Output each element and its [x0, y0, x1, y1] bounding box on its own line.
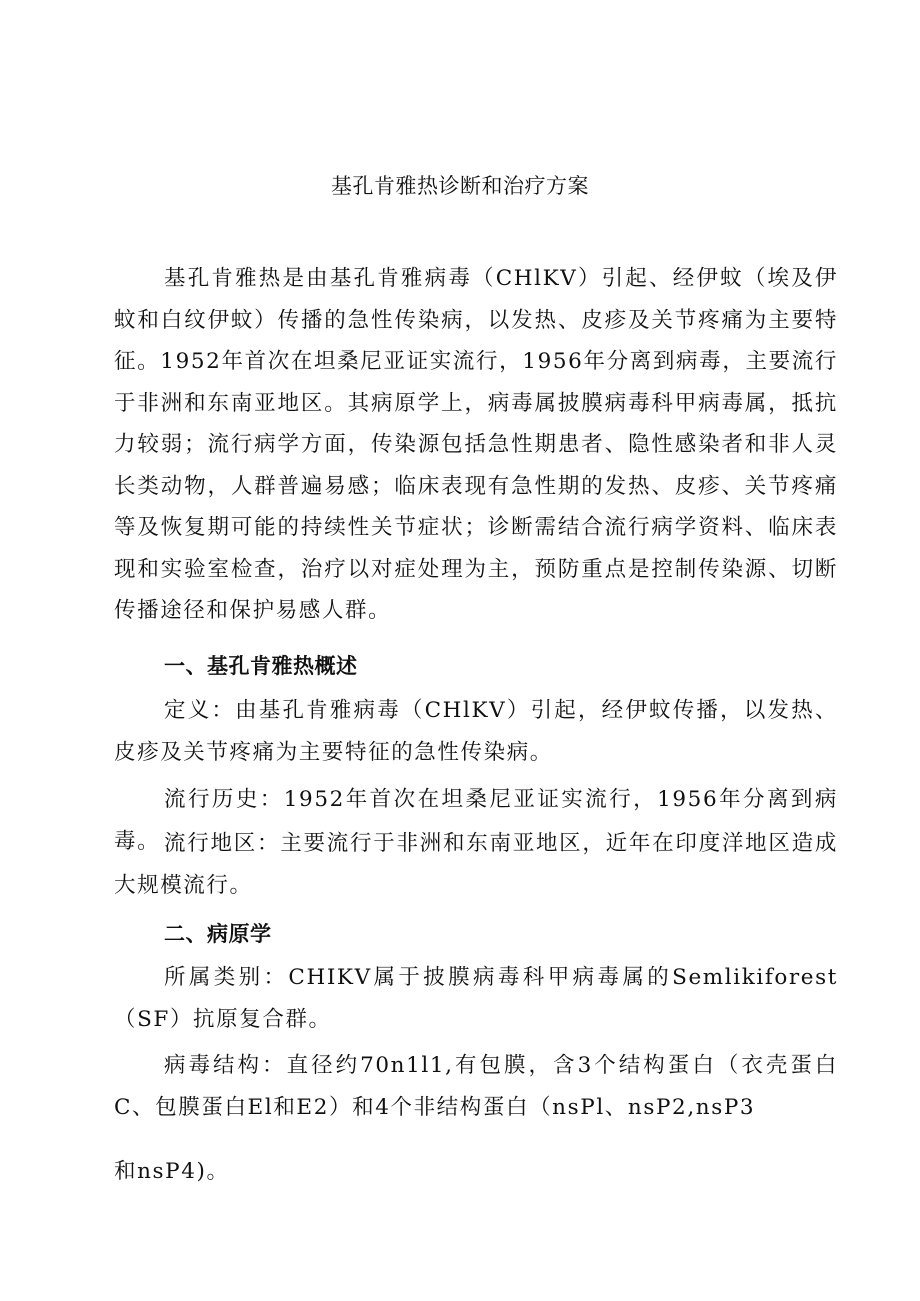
- section-heading-overview: 一、基孔肯雅热概述: [164, 654, 358, 678]
- structure-paragraph-end: 和nsP4)。: [114, 1159, 230, 1184]
- history-paragraph: 流行历史：1952年首次在坦桑尼亚证实流行，1956年分离到病毒。: [114, 787, 838, 854]
- document-title: 基孔肯雅热诊断和治疗方案: [331, 174, 589, 198]
- section-heading-pathogen: 二、病原学: [164, 922, 272, 946]
- region-paragraph: 流行地区：主要流行于非洲和东南亚地区，近年在印度洋地区造成大规模流行。: [114, 831, 838, 898]
- structure-paragraph: 病毒结构：直径约70n1l1,有包膜，含3个结构蛋白（衣壳蛋白C、包膜蛋白El和E2）和4个非结构蛋白（nsPl、nsP2,nsP3: [114, 1053, 838, 1120]
- definition-paragraph: 定义：由基孔肯雅病毒（CHlKV）引起，经伊蚊传播，以发热、皮疹及关节疼痛为主要特征的急性传染病。: [114, 698, 838, 765]
- intro-paragraph: 基孔肯雅热是由基孔肯雅病毒（CHlKV）引起、经伊蚊（埃及伊蚊和白纹伊蚊）传播的急性传染病，以发热、皮疹及关节疼痛为主要特征。1952年首次在坦桑尼亚证实流行，1956年分离到病毒，主要流行于非洲和东南亚地区。其病原学上，病毒属披膜病毒科甲病毒属，抵抗力较弱；流行病学方面，传染源包括急性期患者、隐性感染者和非人灵长类动物，人群普遍易感；临床表现有急性期的发热、皮疹、关节疼痛等及恢复期可能的持续性关节症状；诊断需结合流行病学资料、临床表现和实验室检查，治疗以对症处理为主，预防重点是控制传染源、切断传播途径和保护易感人群。: [114, 266, 838, 623]
- category-paragraph: 所属类别：CHIKV属于披膜病毒科甲病毒属的Semlikiforest（SF）抗原复合群。: [114, 965, 838, 1032]
